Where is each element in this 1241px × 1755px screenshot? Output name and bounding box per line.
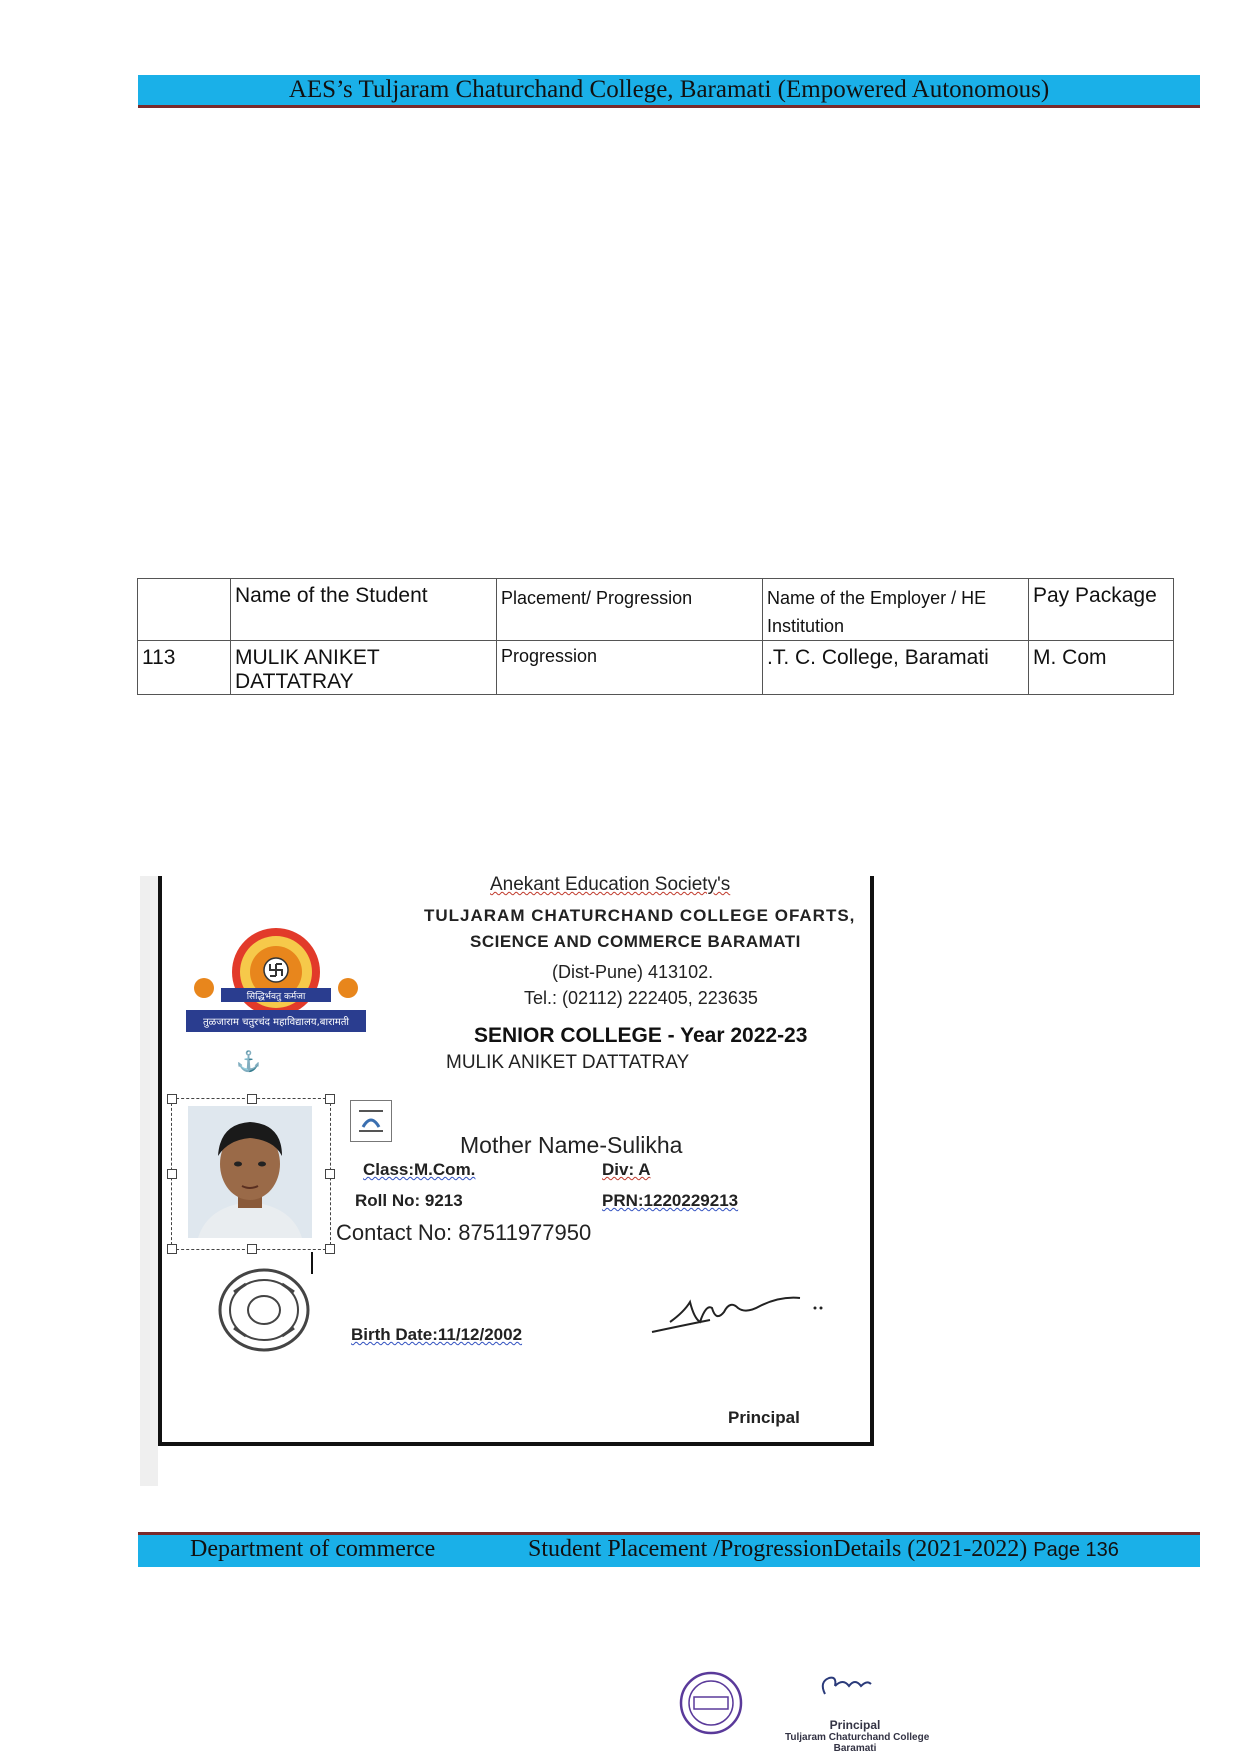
seal-principal: Principal [829,1718,881,1732]
seal-signature [815,1672,875,1702]
logo-caption: तुळजाराम चतुरचंद महाविद्यालय,बारामती [202,1017,350,1028]
seal-college: Tuljaram Chaturchand College [785,1732,930,1743]
seal-place: Baramati [833,1743,877,1754]
card-birth-date: Birth Date:11/12/2002 [351,1325,523,1344]
resize-handle[interactable] [247,1244,257,1254]
seal-text-block [785,1718,930,1754]
card-college-line1: TULJARAM CHATURCHAND COLLEGE OFARTS, [424,906,856,925]
card-shadow [140,876,158,1486]
card-address: (Dist-Pune) 413102. [552,962,714,982]
resize-handle[interactable] [167,1169,177,1179]
college-stamp-icon [212,1262,316,1358]
table-header-cell: Name of the Employer / HE Institution [763,579,1029,641]
resize-handle[interactable] [325,1244,335,1254]
table-cell-package: M. Com [1029,641,1174,695]
page-header-title: AES’s Tuljaram Chaturchand College, Baramati (Empowered Autonomous) [288,76,1050,103]
page-number: Page 136 [1033,1539,1119,1561]
table-header-cell [138,579,231,641]
footer-department: Department of commerce [190,1536,436,1562]
card-prn: PRN:1220229213 [602,1191,739,1210]
resize-handle[interactable] [247,1094,257,1104]
card-student-name: MULIK ANIKET DATTATRAY [446,1052,690,1073]
table-cell-placement: Progression [497,641,763,695]
card-society: Anekant Education Society's [490,874,731,895]
table-row [138,641,1174,695]
placement-table [137,578,1174,695]
round-seal-icon [678,1670,744,1736]
card-div: Div: A [602,1160,651,1179]
table-cell-student: MULIK ANIKET DATTATRAY [231,641,497,695]
card-roll-no: Roll No: 9213 [355,1191,463,1210]
anchor-icon: ⚓ [236,1051,261,1073]
card-mother-name: Mother Name-Sulikha [460,1132,683,1158]
principal-signature [650,1282,830,1342]
card-college-line2: SCIENCE AND COMMERCE BARAMATI [470,932,801,951]
college-logo [186,920,366,1040]
card-contact: Contact No: 87511977950 [336,1220,592,1245]
resize-handle[interactable] [167,1094,177,1104]
table-header-cell: Name of the Student [231,579,497,641]
layout-options-icon[interactable] [350,1100,392,1142]
table-cell-employer: .T. C. College, Baramati [763,641,1029,695]
footer-details: Student Placement /ProgressionDetails (2021-2022) Page 136 [528,1536,1119,1562]
logo-motto: सिद्धिर्भवतु कर्मजा [246,992,306,1002]
resize-handle[interactable] [167,1244,177,1254]
table-header-cell: Pay Package [1029,579,1174,641]
student-photo [188,1106,312,1238]
card-class: Class:M.Com. [363,1160,476,1179]
table-cell-serial: 113 [138,641,231,695]
card-session: SENIOR COLLEGE - Year 2022-23 [474,1024,808,1047]
card-principal-label: Principal [728,1408,800,1427]
table-header-row [138,579,1174,641]
resize-handle[interactable] [325,1094,335,1104]
card-tel: Tel.: (02112) 222405, 223635 [524,988,758,1008]
resize-handle[interactable] [325,1169,335,1179]
table-header-cell: Placement/ Progression [497,579,763,641]
